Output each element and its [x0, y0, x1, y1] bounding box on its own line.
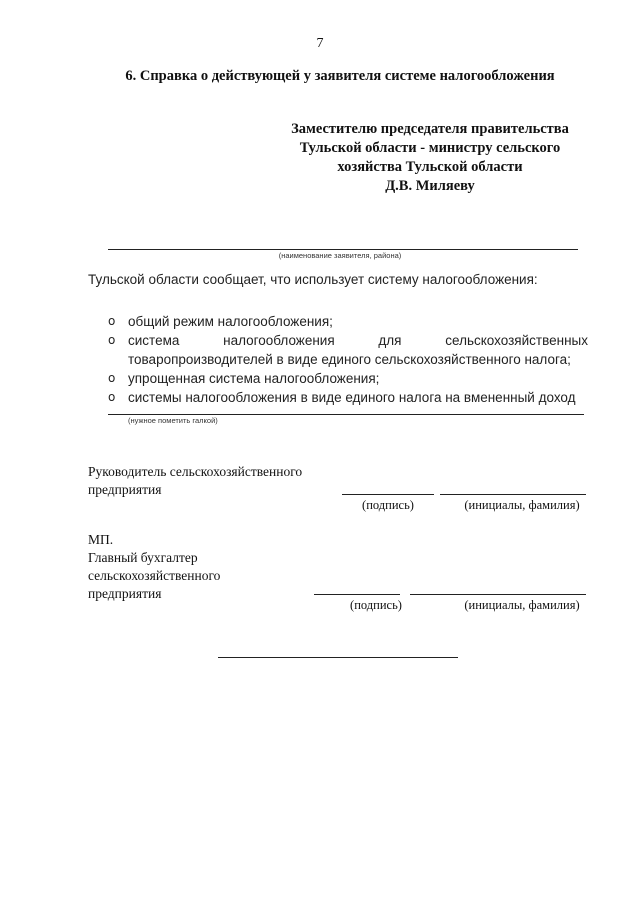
option-label	[128, 331, 588, 350]
option-label: системы налогообложения в виде единого налога на вмененный доход	[128, 390, 576, 405]
head-signature-caption: (подпись)	[362, 498, 414, 512]
addressee-line: Заместителю председателя правительства	[291, 121, 569, 137]
addressee-line: Д.В. Миляеву	[385, 178, 475, 194]
applicant-name-line	[108, 249, 578, 250]
accountant-initials-caption: (инициалы, фамилия)	[464, 598, 580, 612]
option-label: общий режим налогообложения;	[128, 314, 333, 329]
addressee-line: Тульской области - министру сельского	[299, 140, 561, 156]
accountant-signatory-line: Главный бухгалтер	[88, 550, 198, 565]
accountant-signatory-line: предприятия	[88, 586, 162, 601]
option-label-word: система	[128, 333, 180, 348]
accountant-initials-field[interactable]	[410, 594, 586, 595]
accountant-signatory-label	[88, 531, 388, 603]
head-initials-field[interactable]	[440, 494, 586, 495]
head-signatory-line: предприятия	[88, 482, 162, 497]
check-caption: (нужное пометить галкой)	[128, 416, 218, 425]
applicant-caption: (наименование заявителя, района)	[278, 251, 402, 260]
option-general-regime[interactable]	[108, 312, 588, 331]
option-label: упрощенная система налогообложения;	[128, 371, 380, 386]
option-esn[interactable]	[108, 331, 588, 369]
option-circle-icon: o	[108, 314, 116, 328]
addressee-line: хозяйства Тульской области	[337, 159, 523, 175]
head-signature-field[interactable]	[342, 494, 434, 495]
option-circle-icon: o	[108, 390, 116, 404]
option-label-word: для	[378, 333, 402, 348]
check-note-line	[108, 414, 584, 415]
accountant-signatory-line: сельскохозяйственного	[88, 568, 221, 583]
document-heading: 6. Справка о действующей у заявителя системе налогообложения	[125, 68, 555, 84]
page-number: 7	[316, 36, 324, 51]
option-simplified[interactable]	[108, 369, 588, 388]
addressee-block	[280, 120, 580, 196]
option-label-continuation: товаропроизводителей в виде единого сельскохозяйственного налога;	[128, 352, 571, 367]
accountant-signature-caption: (подпись)	[350, 598, 402, 612]
option-circle-icon: o	[108, 371, 116, 385]
head-initials-caption: (инициалы, фамилия)	[464, 498, 580, 512]
option-circle-icon: o	[108, 333, 116, 347]
option-envd[interactable]	[108, 388, 588, 407]
accountant-signature-field[interactable]	[314, 594, 400, 595]
option-label-word: налогообложения	[223, 333, 335, 348]
option-label-word: сельскохозяйственных	[445, 333, 588, 348]
tax-system-options	[108, 312, 588, 407]
intro-text: Тульской области сообщает, что использует систему налогообложения:	[88, 272, 538, 287]
stamp-label: МП.	[88, 532, 114, 547]
closing-separator-line	[218, 657, 458, 658]
head-signatory-line: Руководитель сельскохозяйственного	[88, 464, 303, 479]
